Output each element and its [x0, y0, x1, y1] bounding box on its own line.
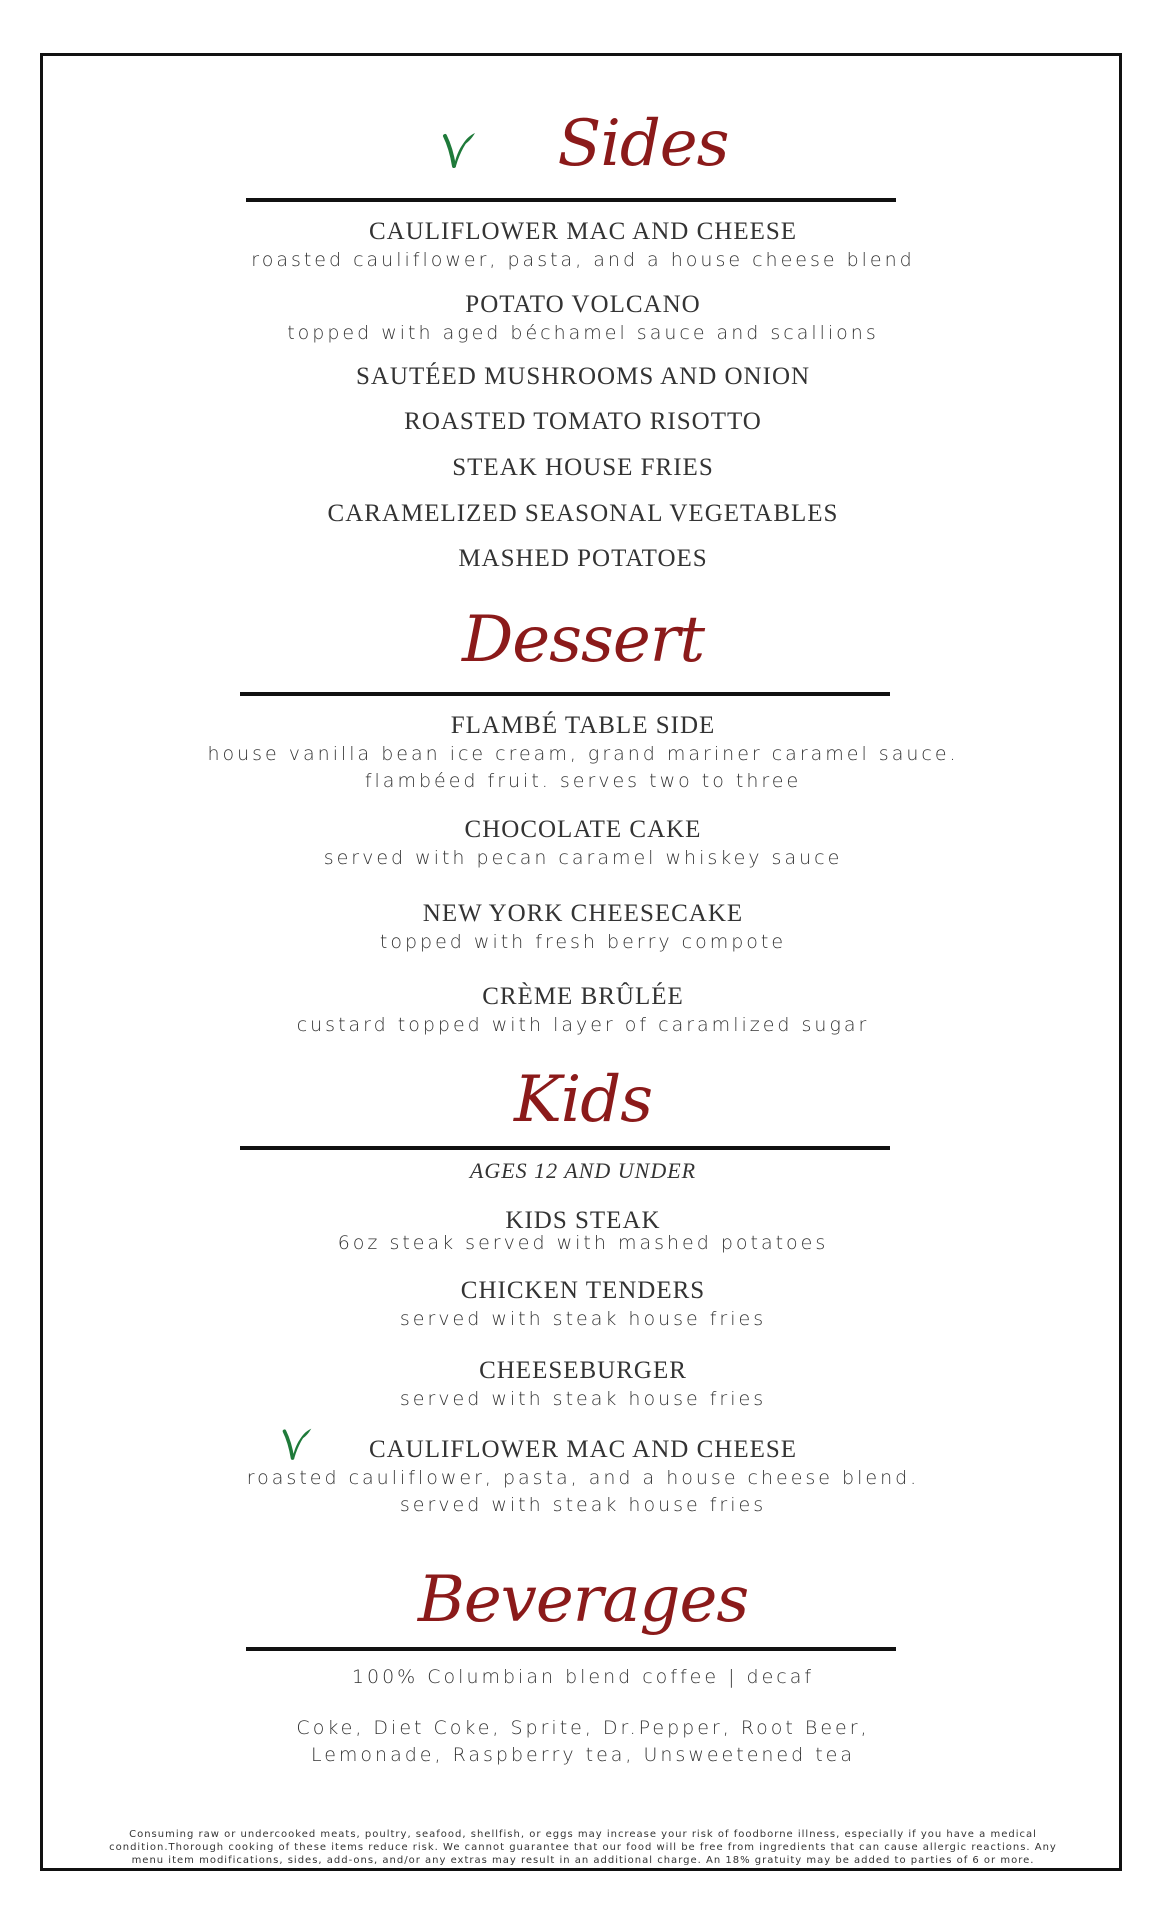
divider-rule: [246, 1647, 896, 1651]
item-name: CAULIFLOWER MAC AND CHEESE: [368, 218, 798, 245]
divider-rule: [240, 692, 890, 696]
item-description: 6oz steak served with mashed potatoes: [337, 1232, 829, 1254]
section-title-sides: Sides: [557, 107, 729, 181]
item-name: CAULIFLOWER MAC AND CHEESE: [368, 1436, 798, 1463]
menu-item: [0, 499, 1166, 529]
menu-item: [0, 290, 1166, 347]
menu-item: [0, 1356, 1166, 1413]
menu-item: [0, 1435, 1166, 1519]
item-description: custard topped with layer of caramlized sugar: [296, 1014, 870, 1036]
item-description: flambéed fruit. serves two to three: [364, 770, 802, 792]
menu-item: [0, 899, 1166, 956]
disclaimer-line: condition.Thorough cooking of these items reduce risk. We cannot guarantee that our food will be free from ingredients that can cause allergic reactions. Any: [109, 1842, 1057, 1853]
disclaimer-line: menu item modifications, sides, add-ons, and/or any extras may result in an additional charge. An 18% gratuity may be added to parties of 6 or more.: [131, 1855, 1035, 1866]
disclaimer-line: Consuming raw or undercooked meats, poultry, seafood, shellfish, or eggs may increase your risk of foodborne illness, especially if you have a medical: [129, 1829, 1037, 1840]
beverage-coffee: 100% Columbian blend coffee | decaf: [351, 1666, 815, 1688]
item-description: served with steak house fries: [399, 1388, 767, 1410]
menu-item: [0, 362, 1166, 392]
beverage-sodas: Coke, Diet Coke, Sprite, Dr.Pepper, Root Beer,: [296, 1717, 870, 1739]
menu-item: [0, 217, 1166, 274]
item-description: served with steak house fries: [399, 1494, 767, 1516]
section-title-dessert: Dessert: [461, 603, 705, 677]
item-name: POTATO VOLCANO: [465, 291, 701, 318]
item-description: served with steak house fries: [399, 1308, 767, 1330]
menu-item: [0, 711, 1166, 795]
menu-item: [0, 982, 1166, 1039]
item-name: CARAMELIZED SEASONAL VEGETABLES: [327, 500, 839, 527]
item-name: CHICKEN TENDERS: [460, 1277, 706, 1304]
divider-rule: [240, 1146, 890, 1150]
item-name: MASHED POTATOES: [458, 545, 708, 572]
section-title-beverages: Beverages: [417, 1563, 749, 1637]
divider-rule: [246, 198, 896, 202]
item-name: ROASTED TOMATO RISOTTO: [404, 408, 762, 435]
menu-item: [0, 1206, 1166, 1257]
item-description: roasted cauliflower, pasta, and a house cheese blend.: [246, 1467, 920, 1489]
item-description: house vanilla bean ice cream, grand mariner caramel sauce.: [207, 743, 959, 765]
item-name: CRÈME BRÛLÉE: [482, 983, 684, 1010]
menu-item: [0, 815, 1166, 872]
item-name: NEW YORK CHEESECAKE: [422, 900, 744, 927]
item-description: served with pecan caramel whiskey sauce: [323, 847, 843, 869]
item-name: CHEESEBURGER: [479, 1357, 687, 1384]
menu-item: [0, 1276, 1166, 1333]
item-name: KIDS STEAK: [505, 1207, 661, 1234]
item-name: STEAK HOUSE FRIES: [452, 454, 714, 481]
item-name: FLAMBÉ TABLE SIDE: [450, 712, 716, 739]
item-description: topped with fresh berry compote: [379, 931, 787, 953]
item-name: SAUTÉED MUSHROOMS AND ONION: [355, 363, 811, 390]
menu-item: [0, 544, 1166, 574]
food-safety-disclaimer: [62, 1828, 1104, 1867]
item-description: topped with aged béchamel sauce and scallions: [287, 322, 879, 344]
menu-item: [0, 453, 1166, 483]
beverage-sodas: Lemonade, Raspberry tea, Unsweetened tea: [310, 1744, 855, 1766]
item-description: roasted cauliflower, pasta, and a house cheese blend: [251, 249, 915, 271]
section-title-kids: Kids: [513, 1063, 653, 1137]
age-note: AGES 12 AND UNDER: [469, 1158, 697, 1183]
item-name: CHOCOLATE CAKE: [464, 816, 702, 843]
menu-item: [0, 407, 1166, 437]
